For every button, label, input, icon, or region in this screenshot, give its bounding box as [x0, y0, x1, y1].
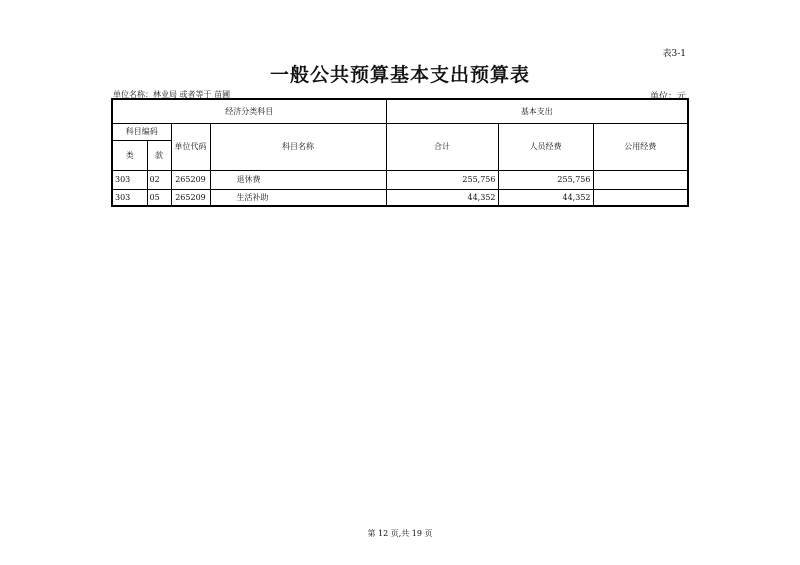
header-lei: 类 [112, 140, 147, 170]
cell-public [593, 170, 688, 189]
header-basic-expenditure: 基本支出 [386, 99, 688, 123]
header-row-code [112, 123, 688, 140]
cell-kuan: 05 [147, 189, 171, 206]
cell-lei: 303 [112, 170, 147, 189]
page-title: 一般公共预算基本支出预算表 [269, 64, 530, 86]
cell-public [593, 189, 688, 206]
unit-name-label: 单位名称： [113, 90, 153, 99]
cell-kuan: 02 [147, 170, 171, 189]
cell-personnel: 255,756 [498, 170, 593, 189]
cell-unit-code: 265209 [171, 170, 210, 189]
table-row [112, 189, 688, 206]
header-total: 合计 [386, 123, 498, 170]
table-row [112, 170, 688, 189]
header-unit-code: 单位代码 [171, 123, 210, 170]
header-subject-code: 科目编码 [112, 123, 171, 140]
cell-lei: 303 [112, 189, 147, 206]
cell-subject-name: 退休费 [210, 170, 386, 189]
header-row-group [112, 99, 688, 123]
unit-name-value: 林业局 或者等于 苗圃 [153, 90, 231, 99]
unit-value: 元 [676, 92, 686, 102]
header-econ-class: 经济分类科目 [112, 99, 386, 123]
cell-subject-name: 生活补助 [210, 189, 386, 206]
table-number: 表3-1 [662, 49, 686, 59]
header-personnel: 人员经费 [498, 123, 593, 170]
cell-unit-code: 265209 [171, 189, 210, 206]
budget-table [111, 98, 689, 207]
header-kuan: 款 [147, 140, 171, 170]
unit-label: 单位： [649, 92, 677, 102]
cell-total: 255,756 [386, 170, 498, 189]
cell-personnel: 44,352 [498, 189, 593, 206]
page-footer: 第 12 页,共 19 页 [367, 529, 433, 538]
header-public: 公用经费 [593, 123, 688, 170]
cell-total: 44,352 [386, 189, 498, 206]
header-subject-name: 科目名称 [210, 123, 386, 170]
